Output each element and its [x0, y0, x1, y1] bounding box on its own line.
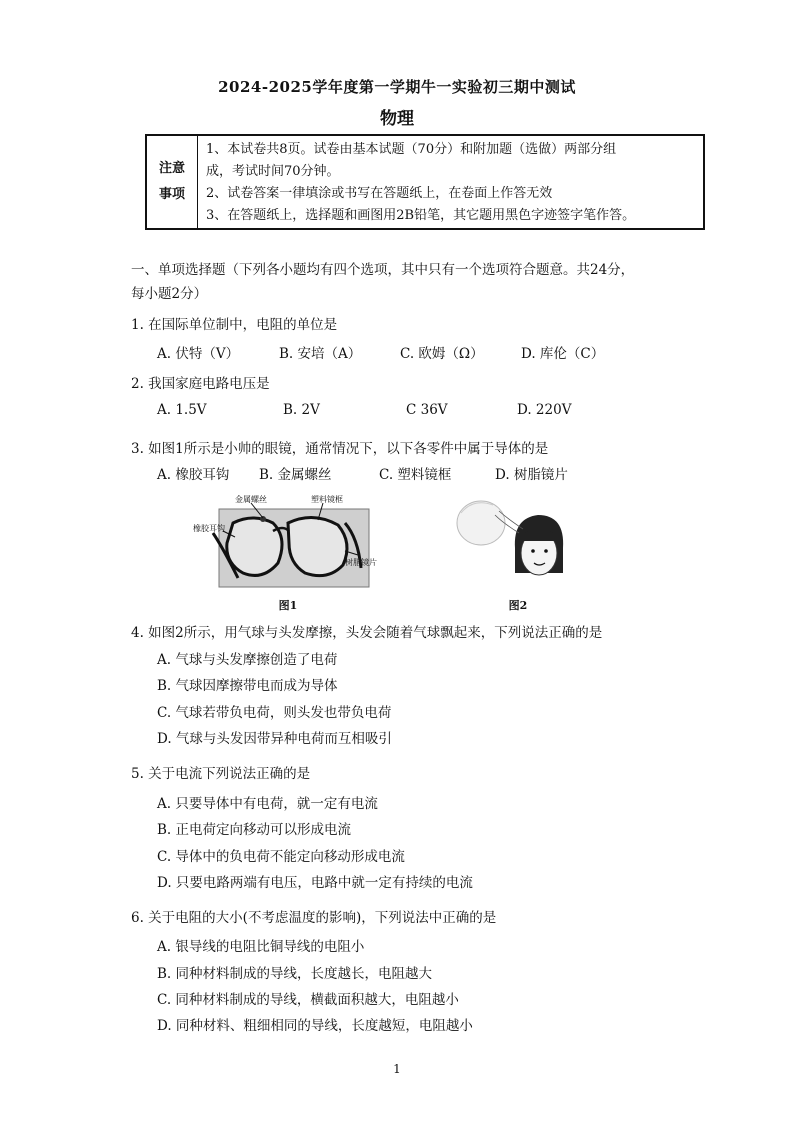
question-4-option-d: D. 气球与头发因带异种电荷而互相吸引 [157, 731, 392, 747]
question-3-option-b: B. 金属螺丝 [259, 467, 332, 483]
question-3-option-c: C. 塑料镜框 [379, 467, 452, 483]
notice-label-line1: 注意 [158, 161, 185, 176]
question-4-option-b: B. 气球因摩擦带电而成为导体 [157, 678, 338, 694]
question-3-stem: 3. 如图1所示是小帅的眼镜，通常情况下，以下各零件中属于导体的是 [131, 441, 549, 457]
question-3-option-a: A. 橡胶耳钩 [157, 467, 230, 483]
notice-item: 2、试卷答案一律填涂或书写在答题纸上，在卷面上作答无效 [206, 186, 553, 201]
question-5-option-b: B. 正电荷定向移动可以形成电流 [157, 822, 352, 838]
figure-1-glasses [193, 493, 383, 593]
notice-item: 1、本试卷共8页。试卷由基本试题（70分）和附加题（选做）两部分组 [206, 142, 617, 157]
subject-title: 物理 [380, 109, 414, 129]
glasses-illustration [193, 493, 383, 593]
exam-title: 2024-2025学年度第一学期牛一实验初三期中测试 [218, 78, 576, 96]
fig1-label-resin-lens: 树脂镜片 [345, 558, 377, 567]
notice-label-line2: 事项 [158, 187, 185, 202]
question-4-stem: 4. 如图2所示，用气球与头发摩擦，头发会随着气球飘起来，下列说法正确的是 [131, 625, 603, 641]
question-6-option-d: D. 同种材料、粗细相同的导线，长度越短，电阻越小 [157, 1018, 473, 1034]
fig1-label-metal-screw: 金属螺丝 [235, 495, 267, 504]
notice-item: 3、在答题纸上，选择题和画图用2B铅笔，其它题用黑色字迹签字笔作答。 [206, 208, 636, 223]
question-2-option-d: D. 220V [517, 402, 572, 418]
figure-1-caption: 图1 [278, 599, 298, 612]
question-2-option-b: B. 2V [283, 402, 320, 418]
fig1-label-rubber-earhook: 橡胶耳钩 [193, 524, 225, 533]
question-2-option-c: C 36V [406, 402, 448, 418]
fig1-label-plastic-frame: 塑料镜框 [311, 495, 343, 504]
page-number: 1 [393, 1062, 401, 1076]
question-3-option-d: D. 树脂镜片 [495, 467, 568, 483]
question-4-option-a: A. 气球与头发摩擦创造了电荷 [157, 652, 338, 668]
question-6-option-b: B. 同种材料制成的导线，长度越长，电阻越大 [157, 966, 433, 982]
section-heading-line1: 一、单项选择题（下列各小题均有四个选项，其中只有一个选项符合题意。共24分， [131, 262, 635, 278]
question-6-option-c: C. 同种材料制成的导线，横截面积越大，电阻越小 [157, 992, 459, 1008]
notice-body [198, 136, 703, 228]
notice-box [145, 134, 705, 230]
question-2-option-a: A. 1.5V [157, 402, 207, 418]
notice-label [147, 136, 198, 228]
question-5-stem: 5. 关于电流下列说法正确的是 [131, 766, 311, 782]
figure-2-balloon [453, 493, 583, 593]
question-1-option-d: D. 库伦（C） [521, 346, 605, 362]
question-2-stem: 2. 我国家庭电路电压是 [131, 376, 270, 392]
question-1-stem: 1. 在国际单位制中，电阻的单位是 [131, 317, 338, 333]
notice-item: 成，考试时间70分钟。 [206, 164, 340, 179]
figure-2-caption: 图2 [508, 599, 528, 612]
question-4-option-c: C. 气球若带负电荷，则头发也带负电荷 [157, 705, 392, 721]
section-heading-line2: 每小题2分） [131, 286, 208, 302]
question-5-option-d: D. 只要电路两端有电压，电路中就一定有持续的电流 [157, 875, 473, 891]
section-heading [131, 258, 711, 306]
question-5-option-c: C. 导体中的负电荷不能定向移动形成电流 [157, 849, 405, 865]
question-1-option-b: B. 安培（A） [279, 346, 362, 362]
question-6-option-a: A. 银导线的电阻比铜导线的电阻小 [157, 939, 365, 955]
question-1-option-c: C. 欧姆（Ω） [400, 346, 484, 362]
question-5-option-a: A. 只要导体中有电荷，就一定有电流 [157, 796, 378, 812]
question-6-stem: 6. 关于电阻的大小(不考虑温度的影响)，下列说法中正确的是 [131, 910, 497, 926]
balloon-illustration [453, 493, 583, 593]
question-1-option-a: A. 伏特（V） [157, 346, 240, 362]
